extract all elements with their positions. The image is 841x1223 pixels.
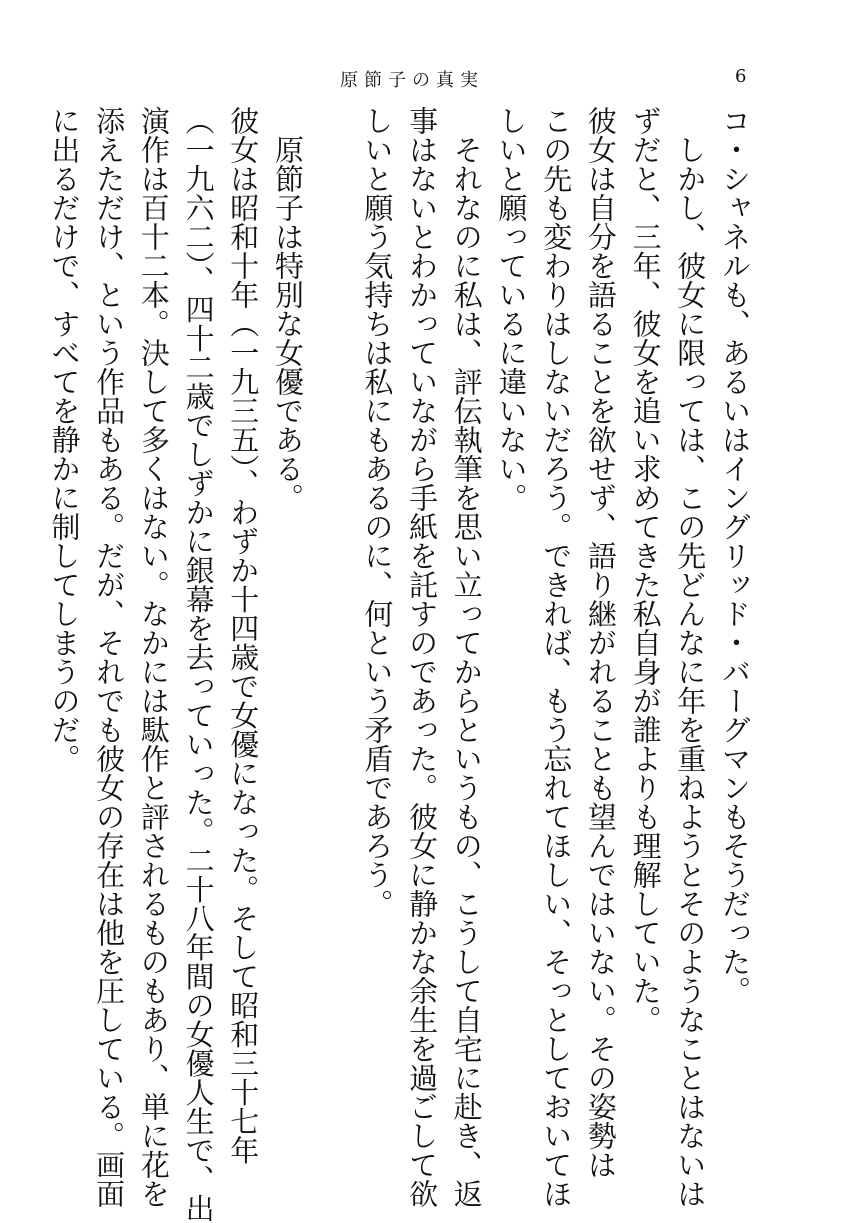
text-line: に出るだけで、すべてを静かに制してしまうのだ。 [47, 106, 82, 773]
text-line: ずだと、三年、彼女を追い求めてきた私自身が誰よりも理解していた。 [628, 106, 663, 1034]
text-line: 原節子は特別な女優である。 [270, 135, 305, 512]
text-line: 添えただけ、という作品もある。だが、それでも彼女の存在は他を圧している。画面 [92, 106, 127, 1208]
running-title: 原節子の真実 [340, 70, 484, 91]
text-line: 演作は百十二本。決して多くはない。なかには駄作と評されるものもあり、単に花を [136, 106, 171, 1208]
page-header [0, 66, 841, 98]
text-line: しいと願っているに違いない。 [494, 106, 529, 512]
text-line: （一九六二）、四十二歳でしずかに銀幕を去っていった。二十八年間の女優人生で、出 [181, 106, 216, 1223]
text-line: しいと願う気持ちは私にもあるのに、何という矛盾であろう。 [360, 106, 395, 918]
text-line: この先も変わりはしないだろう。できれば、もう忘れてほしい、そっとしておいてほ [539, 106, 574, 1208]
text-line: コ・シャネルも、あるいはイングリッド・バーグマンもそうだった。 [718, 106, 752, 1005]
text-line: 事はないとわかっていながら手紙を託すのであった。彼女に静かな余生を過ごして欲 [405, 106, 440, 1208]
text-line: 彼女は自分を語ることを欲せず、語り継がれることも望んではいない。その姿勢は [583, 106, 618, 1179]
body-text [47, 100, 757, 1223]
text-line: 彼女は昭和十年（一九三五）、わずか十四歳で女優になった。そして昭和三十七年 [226, 106, 261, 1165]
text-line: しかし、彼女に限っては、この先どんなに年を重ねようとそのようなことはないは [673, 135, 708, 1208]
blank-line [310, 100, 355, 1170]
page-number: 6 [735, 66, 747, 87]
text-line: それなのに私は、評伝執筆を思い立ってからというもの、こうして自宅に赴き、返 [449, 135, 484, 1208]
